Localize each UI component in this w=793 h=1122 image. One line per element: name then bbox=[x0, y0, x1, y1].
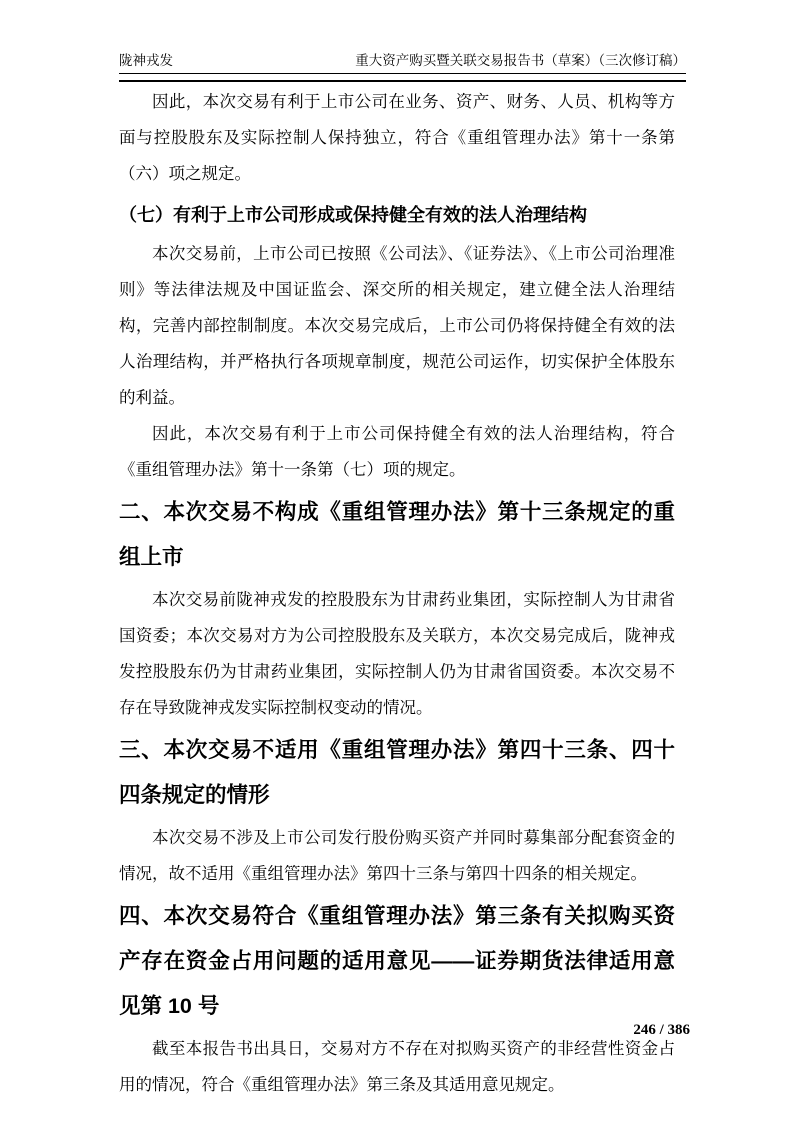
header-rule bbox=[119, 80, 686, 82]
document-content bbox=[119, 84, 675, 1103]
paragraph-fund-occupation-conclusion: 截至本报告书出具日，交易对方不存在对拟购买资产的非经营性资金占用的情况，符合《重组管理办法》第三条及其适用意见规定。 bbox=[119, 1039, 675, 1094]
heading-section-3-articles-43-44-not-applicable: 三、本次交易不适用《重组管理办法》第四十三条、四十四条规定的情形 bbox=[119, 738, 675, 807]
header-company-name: 陇神戎发 bbox=[119, 53, 173, 68]
paragraph-control-unchanged: 本次交易前陇神戎发的控股股东为甘肃药业集团，实际控制人为甘肃省国资委；本次交易对方为公司控股股东及关联方，本次交易完成后，陇神戎发控股股东仍为甘肃药业集团，实际控制人仍为甘肃省国资委。本次交易不存在导致陇神戎发实际控制权变动的情况。 bbox=[119, 590, 675, 717]
page-header bbox=[119, 52, 686, 82]
heading-section-4-fund-occupation-opinion: 四、本次交易符合《重组管理办法》第三条有关拟购买资产存在资金占用问题的适用意见——证券期货法律适用意见第 10 号 bbox=[119, 904, 675, 1018]
paragraph-articles-43-44-detail: 本次交易不涉及上市公司发行股份购买资产并同时募集部分配套资金的情况，故不适用《重组管理办法》第四十三条与第四十四条的相关规定。 bbox=[119, 828, 675, 883]
header-report-title: 重大资产购买暨关联交易报告书（草案）（三次修订稿） bbox=[355, 53, 686, 68]
heading-section-7-governance: （七）有利于上市公司形成或保持健全有效的法人治理结构 bbox=[119, 205, 587, 225]
page-number: 246 / 386 bbox=[633, 1022, 690, 1038]
page-footer bbox=[633, 1020, 690, 1040]
paragraph-governance-detail: 本次交易前，上市公司已按照《公司法》、《证券法》、《上市公司治理准则》等法律法规及中国证监会、深交所的相关规定，建立健全法人治理结构，完善内部控制制度。本次交易完成后，上市公司仍将保持健全有效的法人治理结构，并严格执行各项规章制度，规范公司运作，切实保护全体股东的利益。 bbox=[119, 244, 675, 407]
heading-section-2-not-restructuring-listing: 二、本次交易不构成《重组管理办法》第十三条规定的重组上市 bbox=[119, 500, 675, 569]
header-row bbox=[119, 52, 686, 74]
paragraph-independence-conclusion: 因此，本次交易有利于上市公司在业务、资产、财务、人员、机构等方面与控股股东及实际控制人保持独立，符合《重组管理办法》第十一条第（六）项之规定。 bbox=[119, 92, 675, 183]
paragraph-governance-conclusion: 因此，本次交易有利于上市公司保持健全有效的法人治理结构，符合《重组管理办法》第十一条第（七）项的规定。 bbox=[119, 424, 675, 479]
